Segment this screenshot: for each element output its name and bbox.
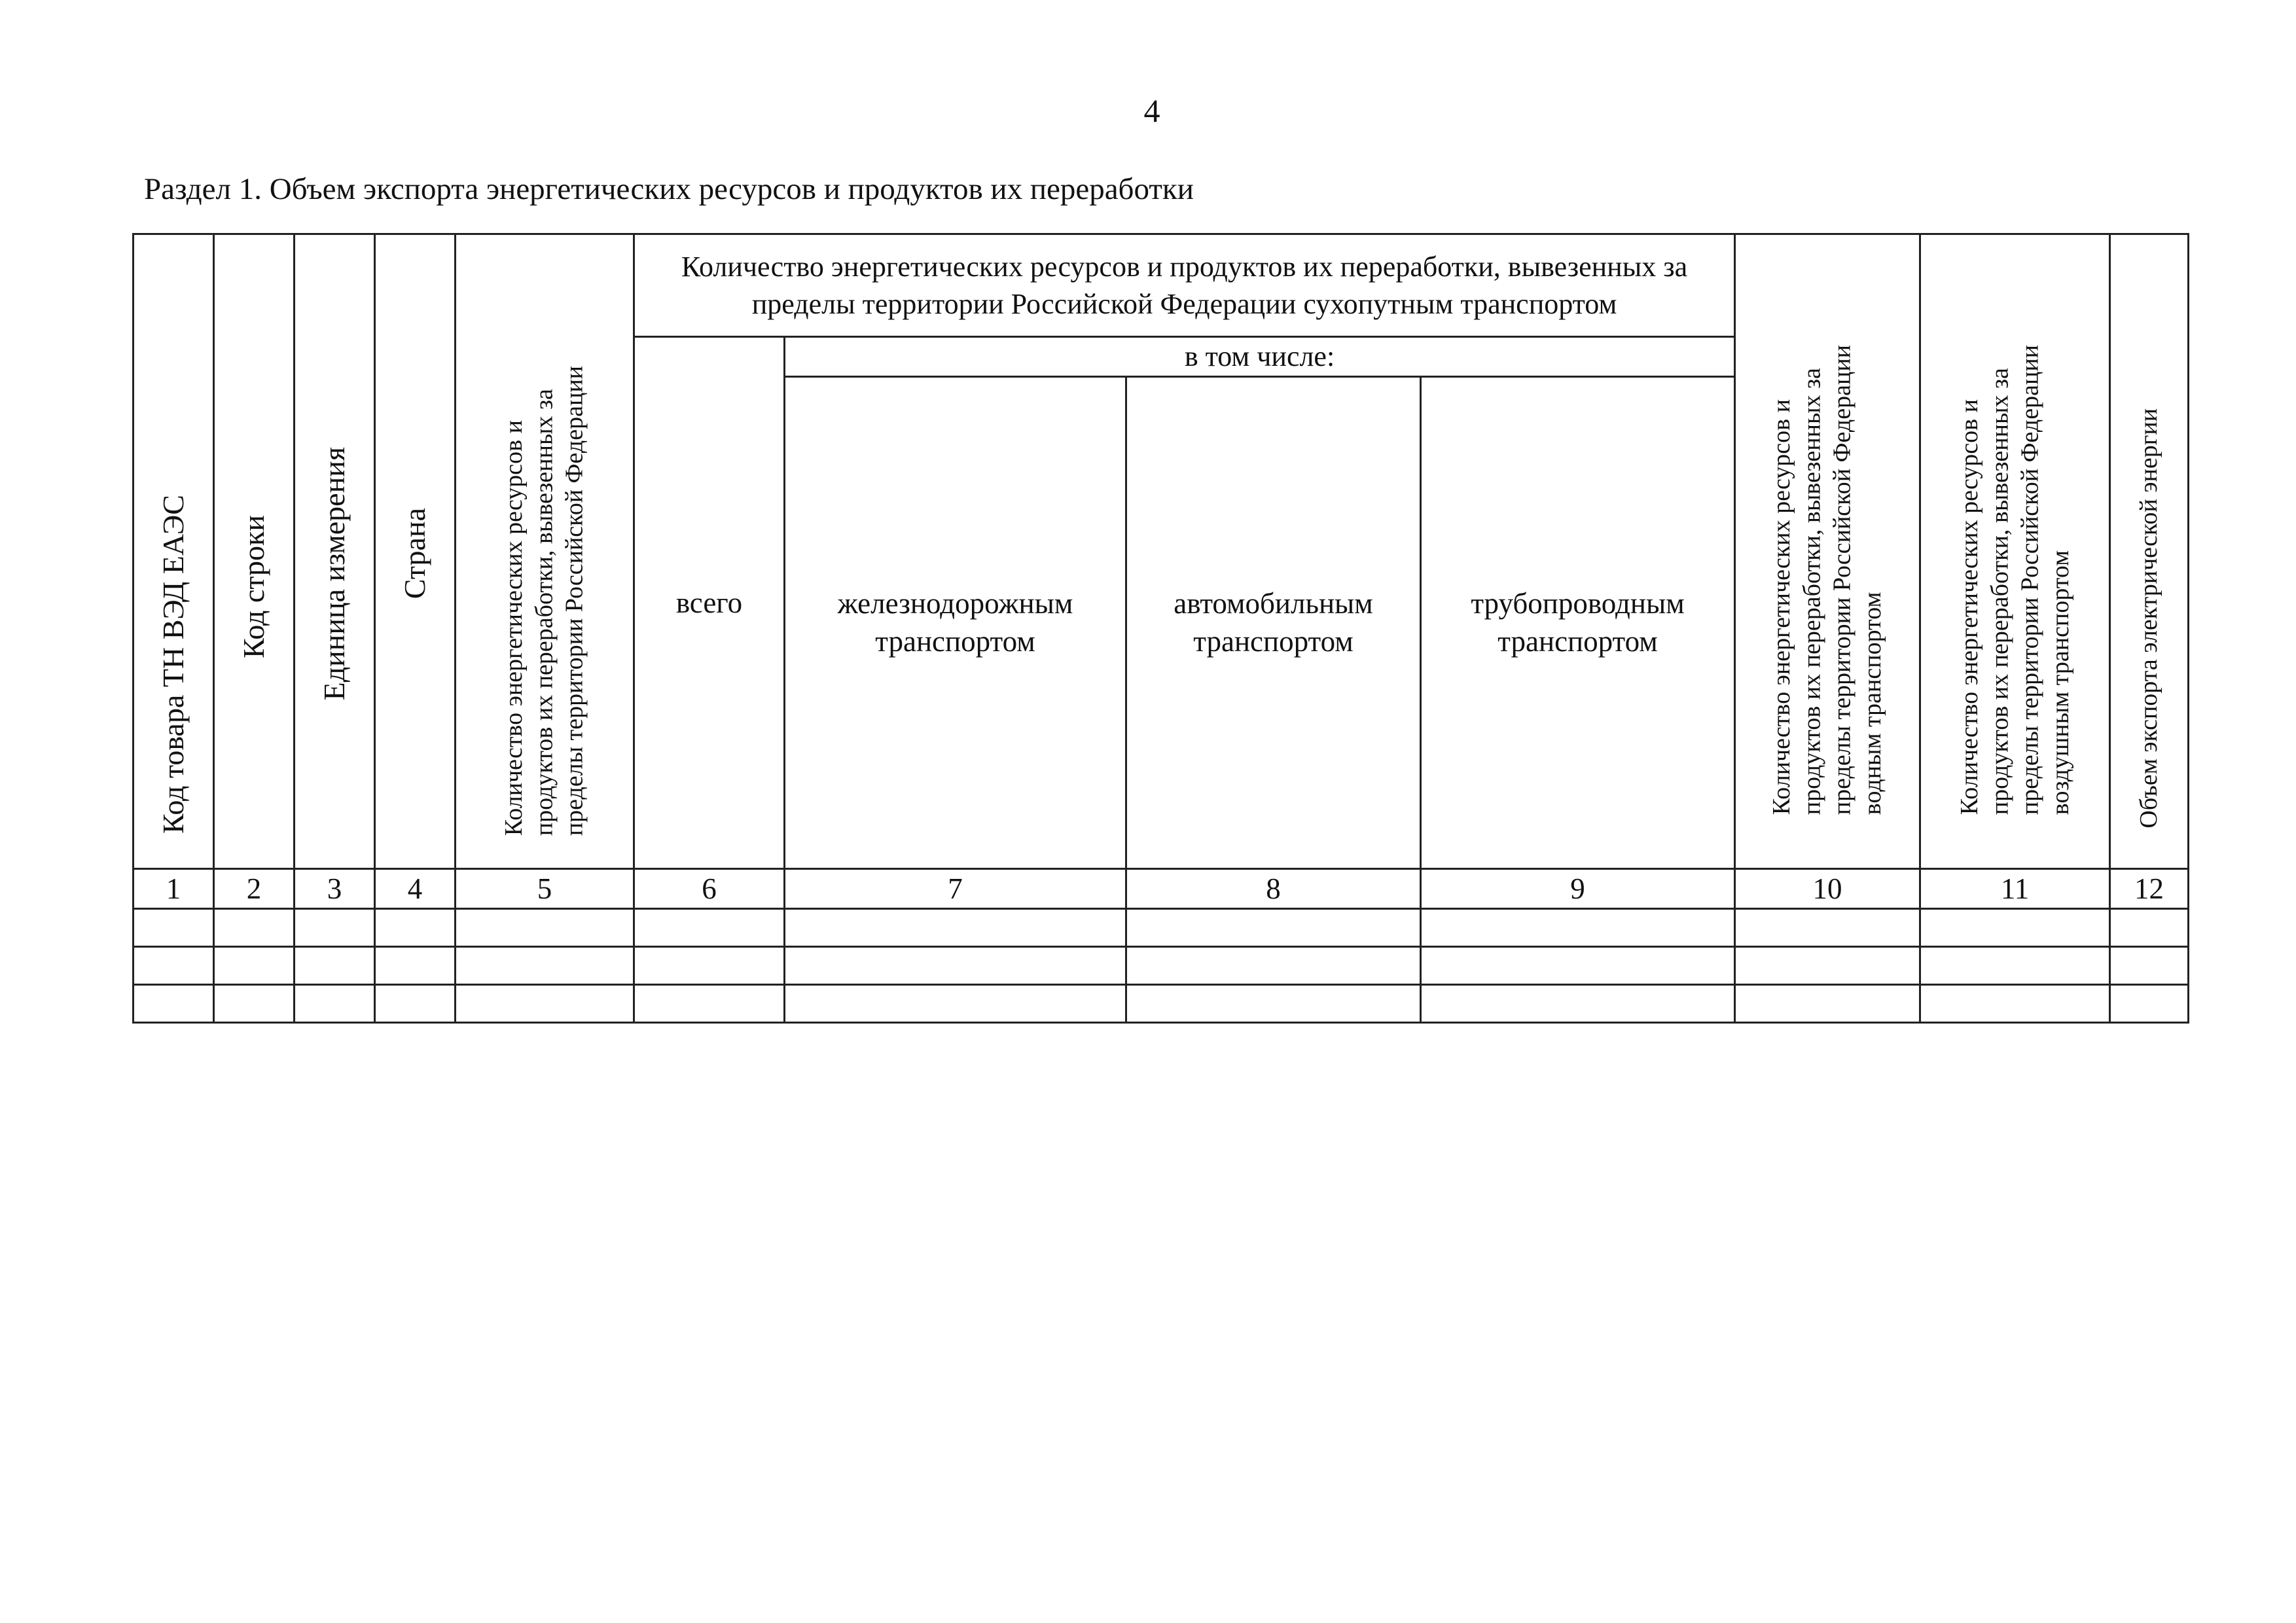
header-road-line-1: автомобильным <box>1174 586 1373 620</box>
column-number: 6 <box>634 868 785 909</box>
header-air-line-3: пределы территории Российской Федерации <box>2016 345 2044 815</box>
header-air-transport <box>1920 234 2110 869</box>
table-row <box>134 947 2189 985</box>
header-water-line-4: водным транспортом <box>1859 592 1887 815</box>
header-water-transport-text <box>1767 345 1888 815</box>
header-air-line-1: Количество энергетических ресурсов и <box>1955 399 1983 815</box>
header-row-code <box>214 234 295 869</box>
table-cell[interactable] <box>1735 909 1920 947</box>
header-country <box>375 234 456 869</box>
table-cell[interactable] <box>375 985 456 1023</box>
column-number: 4 <box>375 868 456 909</box>
header-air-transport-text <box>1954 345 2075 815</box>
header-land-group-line-2: пределы территории Российской Федерации сухопутным транспортом <box>751 288 1617 321</box>
table-cell[interactable] <box>295 909 375 947</box>
column-number: 11 <box>1920 868 2110 909</box>
header-land-group-line-1: Количество энергетических ресурсов и продуктов их переработки, вывезенных за <box>681 251 1688 283</box>
column-number: 7 <box>785 868 1126 909</box>
page-number: 4 <box>1143 92 1160 129</box>
column-number: 10 <box>1735 868 1920 909</box>
table-cell[interactable] <box>2110 909 2189 947</box>
header-water-line-1: Количество энергетических ресурсов и <box>1768 399 1796 815</box>
table-cell[interactable] <box>134 985 214 1023</box>
table-cell[interactable] <box>295 947 375 985</box>
table-cell[interactable] <box>134 909 214 947</box>
header-land-transport-group <box>634 234 1735 337</box>
header-total-exported-line-1: Количество энергетических ресурсов и <box>500 420 528 836</box>
table-cell[interactable] <box>2110 947 2189 985</box>
header-railway-line-1: железнодорожным <box>837 586 1073 620</box>
table-cell[interactable] <box>1920 985 2110 1023</box>
header-road-line-2: транспортом <box>1193 625 1354 658</box>
header-pipeline-transport <box>1421 376 1735 868</box>
column-number: 3 <box>295 868 375 909</box>
column-number: 2 <box>214 868 295 909</box>
table-cell[interactable] <box>1920 947 2110 985</box>
table-cell[interactable] <box>456 909 634 947</box>
table-cell[interactable] <box>1126 909 1421 947</box>
header-total-exported-line-3: пределы территории Российской Федерации <box>561 366 589 836</box>
header-total-exported-text <box>499 366 590 836</box>
header-pipeline-line-1: трубопроводным <box>1471 586 1685 620</box>
column-number: 12 <box>2110 868 2189 909</box>
table-cell[interactable] <box>134 947 214 985</box>
table-cell[interactable] <box>1126 985 1421 1023</box>
column-number: 1 <box>134 868 214 909</box>
section-title: Раздел 1. Объем экспорта энергетических ресурсов и продуктов их переработки <box>144 172 1194 206</box>
table-cell[interactable] <box>1126 947 1421 985</box>
header-electricity-export-text: Объем экспорта электрической энергии <box>2135 408 2163 829</box>
header-air-line-4: воздушным транспортом <box>2046 550 2074 815</box>
table-cell[interactable] <box>785 947 1126 985</box>
table-cell[interactable] <box>214 947 295 985</box>
header-water-line-2: продуктов их переработки, вывезенных за <box>1798 368 1826 815</box>
table-cell[interactable] <box>456 985 634 1023</box>
table-cell[interactable] <box>295 985 375 1023</box>
header-product-code <box>134 234 214 869</box>
table-cell[interactable] <box>785 985 1126 1023</box>
header-country-text: Страна <box>397 508 431 599</box>
header-total-exported-line-2: продуктов их переработки, вывезенных за <box>530 389 558 836</box>
table-row <box>134 985 2189 1023</box>
table-cell[interactable] <box>2110 985 2189 1023</box>
header-water-line-3: пределы территории Российской Федерации <box>1829 345 1857 815</box>
header-land-total-text: всего <box>675 586 743 619</box>
column-number: 9 <box>1421 868 1735 909</box>
table-cell[interactable] <box>456 947 634 985</box>
table-row <box>134 909 2189 947</box>
header-railway-transport <box>785 376 1126 868</box>
table-cell[interactable] <box>1735 947 1920 985</box>
table-cell[interactable] <box>214 985 295 1023</box>
header-land-total <box>634 337 785 868</box>
header-including-text: в том числе: <box>1184 340 1335 373</box>
table-cell[interactable] <box>634 947 785 985</box>
header-water-transport <box>1735 234 1920 869</box>
table-cell[interactable] <box>634 909 785 947</box>
header-railway-line-2: транспортом <box>875 625 1035 658</box>
table-cell[interactable] <box>1421 985 1735 1023</box>
table-cell[interactable] <box>375 909 456 947</box>
header-unit <box>295 234 375 869</box>
header-total-exported <box>456 234 634 869</box>
table-cell[interactable] <box>375 947 456 985</box>
export-form-table <box>132 233 2189 1024</box>
table-cell[interactable] <box>785 909 1126 947</box>
column-number: 5 <box>456 868 634 909</box>
header-air-line-2: продуктов их переработки, вывезенных за <box>1986 368 2014 815</box>
column-number: 8 <box>1126 868 1421 909</box>
table-cell[interactable] <box>634 985 785 1023</box>
header-product-code-text: Код товара ТН ВЭД ЕАЭС <box>156 494 190 834</box>
table-cell[interactable] <box>1421 909 1735 947</box>
header-road-transport <box>1126 376 1421 868</box>
header-pipeline-line-2: транспортом <box>1498 625 1658 658</box>
table-cell[interactable] <box>214 909 295 947</box>
table-cell[interactable] <box>1735 985 1920 1023</box>
table-cell[interactable] <box>1421 947 1735 985</box>
header-row-code-text: Код строки <box>236 514 270 658</box>
header-electricity-export <box>2110 234 2189 869</box>
column-numbers-row <box>134 868 2189 909</box>
header-including <box>785 337 1735 376</box>
table-cell[interactable] <box>1920 909 2110 947</box>
header-unit-text: Единица измерения <box>317 447 351 701</box>
